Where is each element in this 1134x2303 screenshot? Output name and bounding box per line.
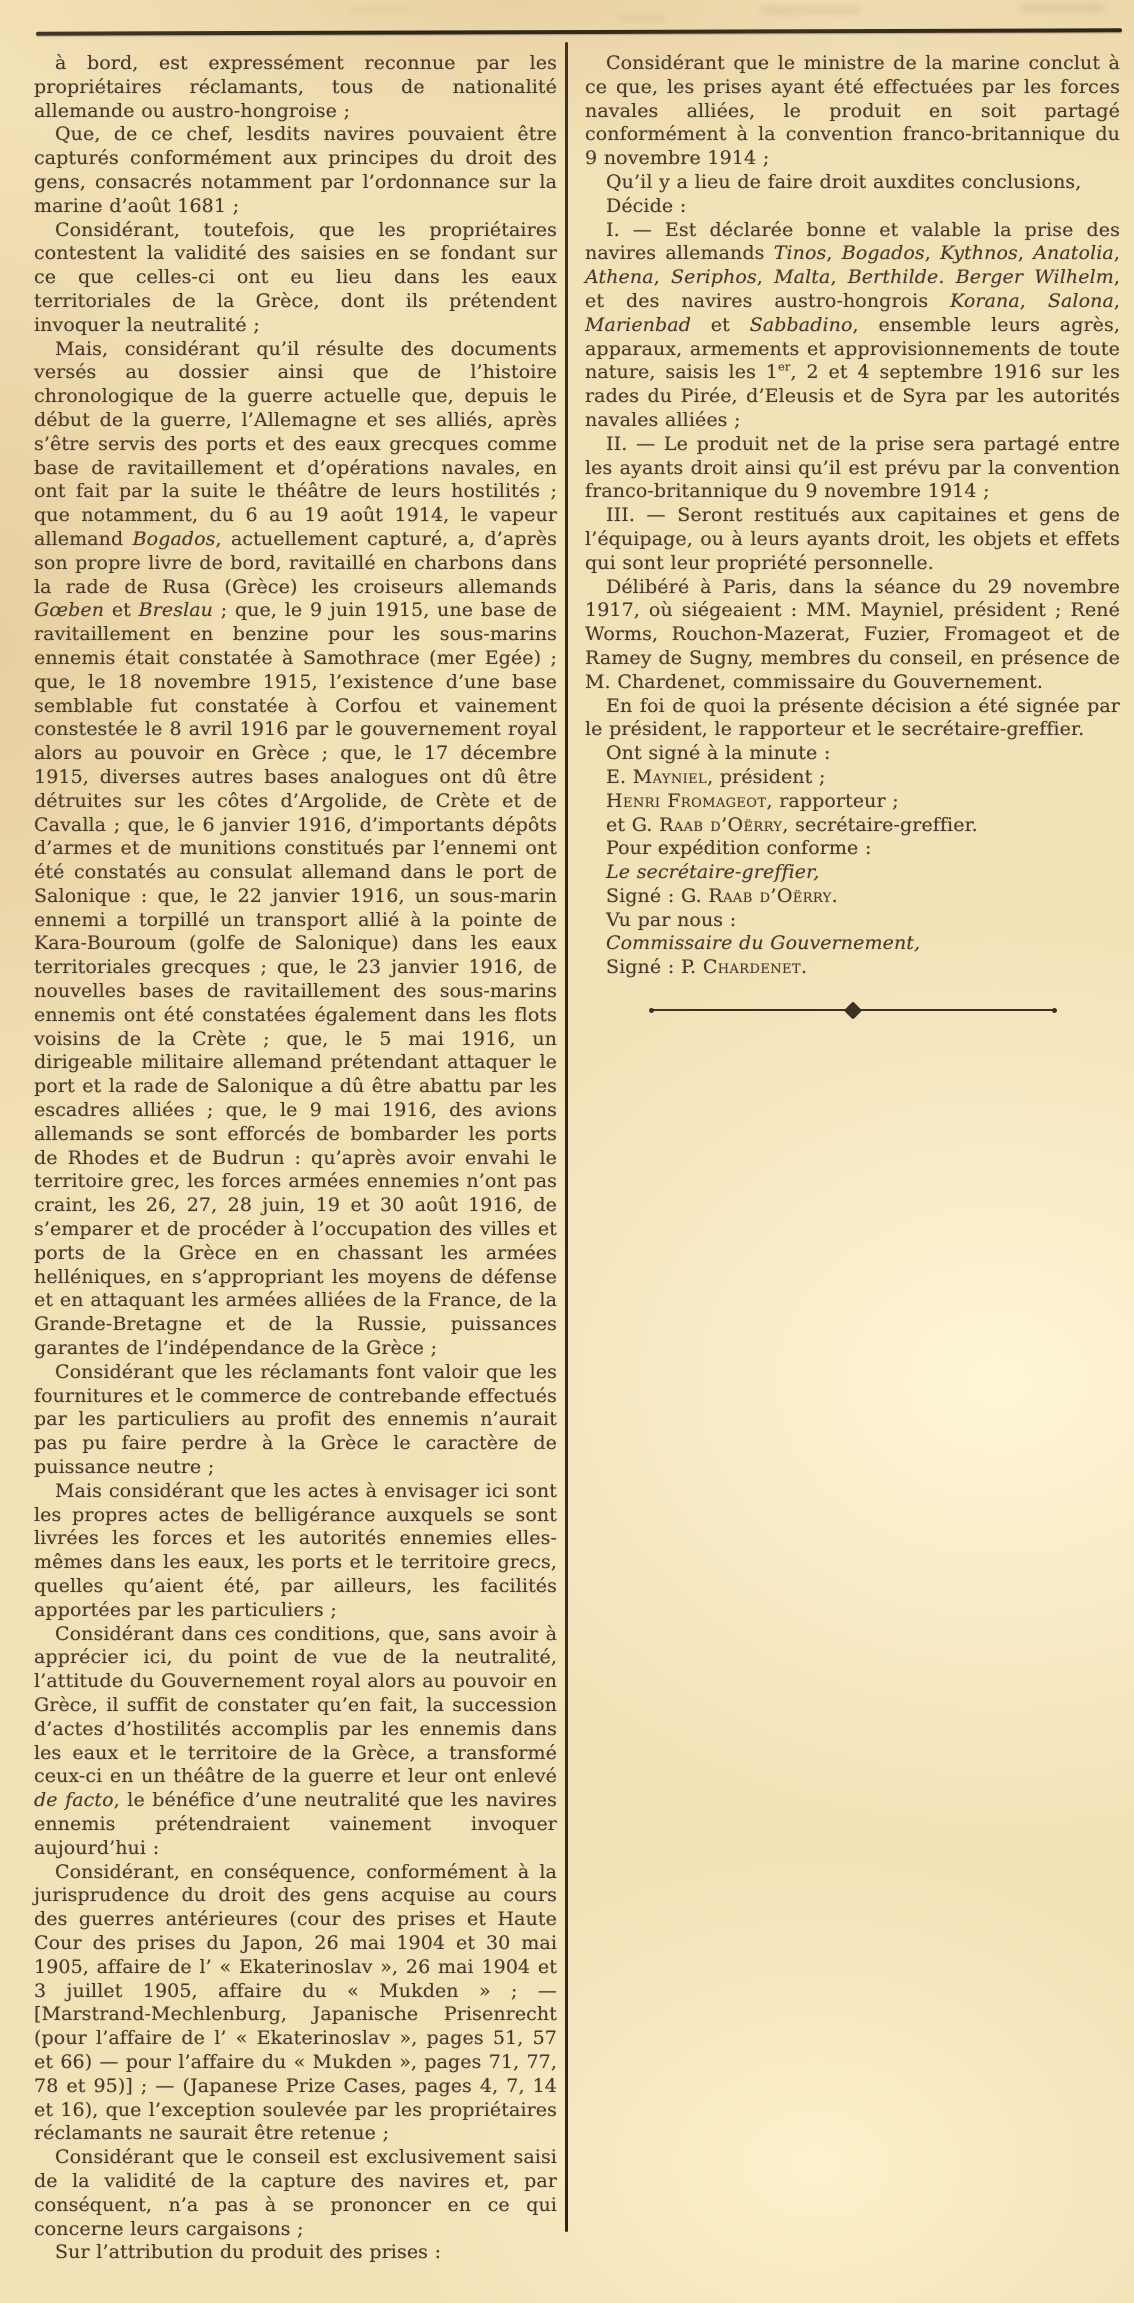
left-column bbox=[34, 52, 557, 2265]
smallcaps-name: Raab d’Oërry bbox=[659, 813, 783, 836]
text-segment: , et des navires austro-hongrois bbox=[585, 266, 1120, 312]
text-segment: Considérant, toutefois, que les propriétaires contestent la validité des saisies en se fondant sur ce que celles-ci ont eu lieu dans les eaux territoriales de la Grèce, dont ils prétendent invoquer la neutralité ; bbox=[34, 218, 557, 336]
text-segment: Signé : G. bbox=[606, 884, 709, 907]
text-segment: Pour expédition conforme : bbox=[606, 837, 872, 860]
text-segment: Ont signé à la minute : bbox=[606, 742, 831, 765]
bleed-through-mark bbox=[760, 6, 860, 14]
italic-text: Malta bbox=[774, 266, 831, 289]
signature-line bbox=[585, 956, 1120, 980]
signature-line bbox=[585, 766, 1120, 790]
text-segment: III. — Seront restitués aux capitaines et gens de l’équipage, ou à leurs ayants droit, les objets et effets qui sont leur propriété personnelle. bbox=[585, 504, 1120, 574]
text-segment: , secrétaire-greffier. bbox=[782, 813, 978, 836]
italic-text: Berger Wilhelm bbox=[955, 266, 1114, 289]
paragraph bbox=[34, 1623, 557, 1861]
text-segment: Considérant que les réclamants font valoir que les fournitures et le commerce de contrebande effectués par les particuliers au profit des ennemis n’aurait pas pu faire perdre à la Grèce le caractère de puissance neutre ; bbox=[34, 1360, 557, 1479]
text-segment: , actuellement capturé, a, d’après son propre livre de bord, ravitaillé en charbons dans la rade de Rusa (Grèce) les croiseurs allemands bbox=[34, 527, 557, 598]
text-segment: E. bbox=[606, 765, 633, 788]
paragraph bbox=[34, 1480, 557, 1623]
top-rule bbox=[36, 28, 1122, 35]
text-segment: , le bénéfice d’une neutralité que les navires ennemis prétendraient vainement invoquer aujourd’hui : bbox=[34, 1789, 557, 1859]
paragraph bbox=[585, 52, 1120, 171]
smallcaps-name: Mayniel bbox=[632, 765, 708, 788]
italic-text: Berthilde bbox=[847, 266, 939, 289]
paragraph-article-3 bbox=[585, 504, 1120, 575]
text-segment: Décide : bbox=[606, 194, 687, 217]
text-segment: , bbox=[826, 242, 842, 265]
right-column bbox=[585, 52, 1120, 1018]
text-segment: à bord, est expressément reconnue par les propriétaires réclamants, tous de nationalité allemande ou austro-hongroise ; bbox=[34, 52, 557, 122]
text-segment: , bbox=[1017, 242, 1034, 265]
italic-text: Sabbadino bbox=[749, 313, 853, 336]
paragraph bbox=[34, 1361, 557, 1480]
text-segment: Délibéré à Paris, dans la séance du 29 novembre 1917, où siégeaient : MM. Mayniel, président ; René Worms, Rouchon-Mazerat, Fuzier, Fromageot et de Ramey de Sugny, membres du conseil, en présence de M. Chardenet, commissaire du Gouvernement. bbox=[585, 575, 1120, 693]
text-segment: , bbox=[756, 266, 775, 289]
text-segment: . bbox=[938, 266, 956, 289]
signature-line bbox=[585, 885, 1120, 909]
text-segment: Considérant dans ces conditions, que, sans avoir à apprécier ici, du point de vue de la neutralité, l’attitude du Gouvernement royal alors au pouvoir en Grèce, il suffit de constater qu’en fait, la succession d’actes d’hostilités accomplis par les ennemis dans les eaux et le territoire de la Grèce, a transformé ceux-ci en un théâtre de la guerre et leur ont enlevé bbox=[34, 1622, 557, 1788]
smallcaps-name: Henri Fromageot bbox=[606, 789, 767, 812]
italic-text: Seriphos bbox=[670, 266, 757, 289]
text-segment: , bbox=[1113, 242, 1121, 265]
text-segment: er bbox=[777, 360, 791, 375]
signature-line bbox=[585, 790, 1120, 814]
text-segment: , bbox=[1019, 289, 1048, 312]
italic-text: Marienbad bbox=[585, 313, 691, 336]
text-segment: . bbox=[800, 956, 808, 979]
smallcaps-name: Raab d’Oërry bbox=[708, 884, 832, 907]
section-end-ornament bbox=[649, 1002, 1057, 1018]
smallcaps-name: Chardenet bbox=[702, 956, 801, 979]
text-segment: I. — Est déclarée bonne et valable la prise des navires allemands bbox=[585, 218, 1120, 265]
text-segment: , bbox=[653, 266, 671, 289]
text-segment: , bbox=[1113, 289, 1121, 312]
text-segment: Signé : P. bbox=[606, 956, 703, 979]
paragraph-continuation bbox=[34, 52, 557, 123]
text-segment: et G. bbox=[606, 813, 660, 836]
text-segment: Commissaire du Gouvernement, bbox=[606, 932, 921, 955]
text-segment: Sur l’attribution du produit des prises : bbox=[55, 2241, 442, 2264]
visa-line bbox=[585, 909, 1120, 933]
text-segment: Considérant que le ministre de la marine conclut à ce que, les prises ayant été effectuées par les forces navales alliées, le produit en soit partagé conformément à la convention franco-britannique du 9 novembre 1914 ; bbox=[585, 52, 1120, 170]
text-segment: Vu par nous : bbox=[606, 908, 737, 931]
text-segment: , rapporteur ; bbox=[766, 789, 899, 812]
paragraph-deliberation bbox=[585, 576, 1120, 695]
paragraph bbox=[34, 219, 557, 338]
paragraph-attestation bbox=[585, 695, 1120, 743]
text-segment: , bbox=[924, 242, 941, 265]
text-segment: Que, de ce chef, lesdits navires pouvaient être capturés conformément aux principes du droit des gens, consacrés notamment par l’ordonnance sur la marine d’août 1681 ; bbox=[34, 123, 557, 217]
text-segment: En foi de quoi la présente décision a été signée par le président, le rapporteur et le secrétaire-greffier. bbox=[585, 694, 1120, 741]
italic-text: Tinos bbox=[773, 242, 827, 265]
paragraph bbox=[34, 338, 557, 1361]
column-divider-rule bbox=[565, 42, 568, 2232]
paragraph bbox=[34, 1861, 557, 2147]
text-segment: et bbox=[690, 313, 750, 336]
text-segment: Qu’il y a lieu de faire droit auxdites conclusions, bbox=[606, 170, 1082, 193]
text-segment: et bbox=[104, 599, 139, 622]
text-segment: Considérant que le conseil est exclusivement saisi de la validité de la capture des navires et, par conséquent, n’a pas à se prononcer en ce qui concerne leurs cargaisons ; bbox=[34, 2146, 557, 2240]
italic-text: Salona bbox=[1047, 289, 1114, 312]
italic-text: Kythnos bbox=[940, 242, 1018, 265]
signature-intro bbox=[585, 742, 1120, 766]
visa-title bbox=[585, 932, 1120, 956]
italic-text: Athena bbox=[585, 266, 654, 289]
text-segment: II. — Le produit net de la prise sera partagé entre les ayants droit ainsi qu’il est prévu par la convention franco-britannique du 9 novembre 1914 ; bbox=[585, 432, 1120, 503]
certification-title bbox=[585, 861, 1120, 885]
text-segment: . bbox=[831, 884, 838, 907]
paragraph bbox=[585, 171, 1120, 195]
italic-text: Anatolia bbox=[1033, 242, 1114, 265]
paragraph bbox=[34, 123, 557, 218]
text-segment: , 2 et 4 septembre 1916 sur les rades du Pirée, d’Eleusis et de Syra par les autorités navales alliées ; bbox=[585, 361, 1120, 431]
bleed-through-mark bbox=[620, 15, 666, 21]
text-segment: Mais, considérant qu’il résulte des documents versés au dossier ainsi que de l’histoire chronologique de la guerre actuelle que, depuis le début de la guerre, l’Allemagne et ses alliés, après s’être servis des ports et des eaux grecques comme base de ravitaillement et d’opérations navales, en ont fait par la suite le théâtre de leurs hostilités ; que notamment, du 6 au 19 août 1914, le vapeur allemand bbox=[34, 337, 557, 550]
paragraph-article-1 bbox=[585, 219, 1120, 433]
text-segment: ; que, le 9 juin 1915, une base de ravitaillement en benzine pour les sous-marins ennemis était constatée à Samothrace (mer Egée) ; que, le 18 novembre 1915, l’existence d’une base semblable fut constatée à Corfou et vainement constestée le 8 avril 1916 par le gouvernement royal alors au pouvoir en Grèce ; que, le 17 décembre 1915, diverses autres bases analogues ont dû être détruites sur les côtes d’Argolide, de Crète et de Cavalla ; que, le 6 janvier 1916, d’importants dépôts d’armes et de munitions constitués par l’ennemi ont été constatés au consulat allemand dans le port de Salonique : que, le 22 janvier 1916, un sous-marin ennemi a torpillé un transport allié à la pointe de Kara-Bouroum (golfe de Salonique) dans les eaux territoriales grecques ; que, le 23 janvier 1916, de nouvelles bases de ravitaillement des sous-marins ennemis ont été constatées également dans les flots voisins de la Crète ; que, le 5 mai 1916, un dirigeable militaire allemand prétendant attaquer le port et la rade de Salonique a dû être abattu par les escadres alliées ; que, le 9 mai 1916, des avions allemands se sont efforcés de bombarder les ports de Rhodes et de Budrun : qu’après avoir envahi le territoire grec, les forces armées ennemies n’ont pas craint, les 26, 27, 28 juin, 19 et 30 août 1916, de s’emparer et de procéder à l’occupation des villes et ports de la Grèce en en chassant les armées helléniques, en s’appropriant les moyens de défense et en attaquant les armées alliées de la France, de la Grande-Bretagne et de la Russie, puissances garantes de l’indépendance de la Grèce ; bbox=[34, 599, 557, 1360]
text-segment: , président ; bbox=[707, 765, 826, 788]
text-segment: , ensemble leurs agrès, apparaux, armements et approvisionnements de toute nature, saisis les 1 bbox=[585, 313, 1121, 384]
certification-line bbox=[585, 837, 1120, 861]
italic-text: Bogados bbox=[132, 527, 216, 550]
text-segment: , bbox=[830, 266, 848, 289]
italic-text: de facto bbox=[34, 1789, 114, 1812]
italic-text: Breslau bbox=[138, 599, 214, 622]
bleed-through-mark bbox=[350, 8, 410, 13]
bleed-through-mark bbox=[1020, 3, 1105, 13]
paragraph bbox=[34, 2241, 557, 2265]
italic-text: Bogados bbox=[841, 242, 925, 265]
paragraph bbox=[34, 2146, 557, 2241]
diamond-icon bbox=[844, 1001, 862, 1019]
decide-heading bbox=[585, 195, 1120, 219]
text-segment: Considérant, en conséquence, conformément à la jurisprudence du droit des gens acquise au cours des guerres antérieures (cour des prises et Haute Cour des prises du Japon, 26 mai 1904 et 30 mai 1905, affaire de l’ « Ekaterinoslav », 26 mai 1904 et 3 juillet 1905, affaire du « Mukden » ; — [Marstrand-Mechlenburg, Japanische Prisenrecht (pour l’affaire de l’ « Ekaterinoslav », pages 51, 57 et 66) — pour l’affaire du « Mukden », pages 71, 77, 78 et 95)] ; — (Japanese Prize Cases, pages 4, 7, 14 et 16), que l’exception soulevée par les propriétaires réclamants ne saurait être retenue ; bbox=[34, 1860, 557, 2145]
italic-text: Gœben bbox=[34, 599, 105, 622]
paragraph-article-2 bbox=[585, 433, 1120, 504]
text-segment: Mais considérant que les actes à envisager ici sont les propres actes de belligérance auxquels se sont livrées les forces et les autorités ennemies elles-mêmes dans les eaux, les ports et le territoire grecs, quelles qu’aient été, par ailleurs, les facilités apportées par les particuliers ; bbox=[34, 1479, 557, 1621]
italic-text: Korana bbox=[950, 289, 1020, 312]
text-segment: Le secrétaire-greffier, bbox=[606, 861, 820, 884]
signature-line bbox=[585, 814, 1120, 838]
